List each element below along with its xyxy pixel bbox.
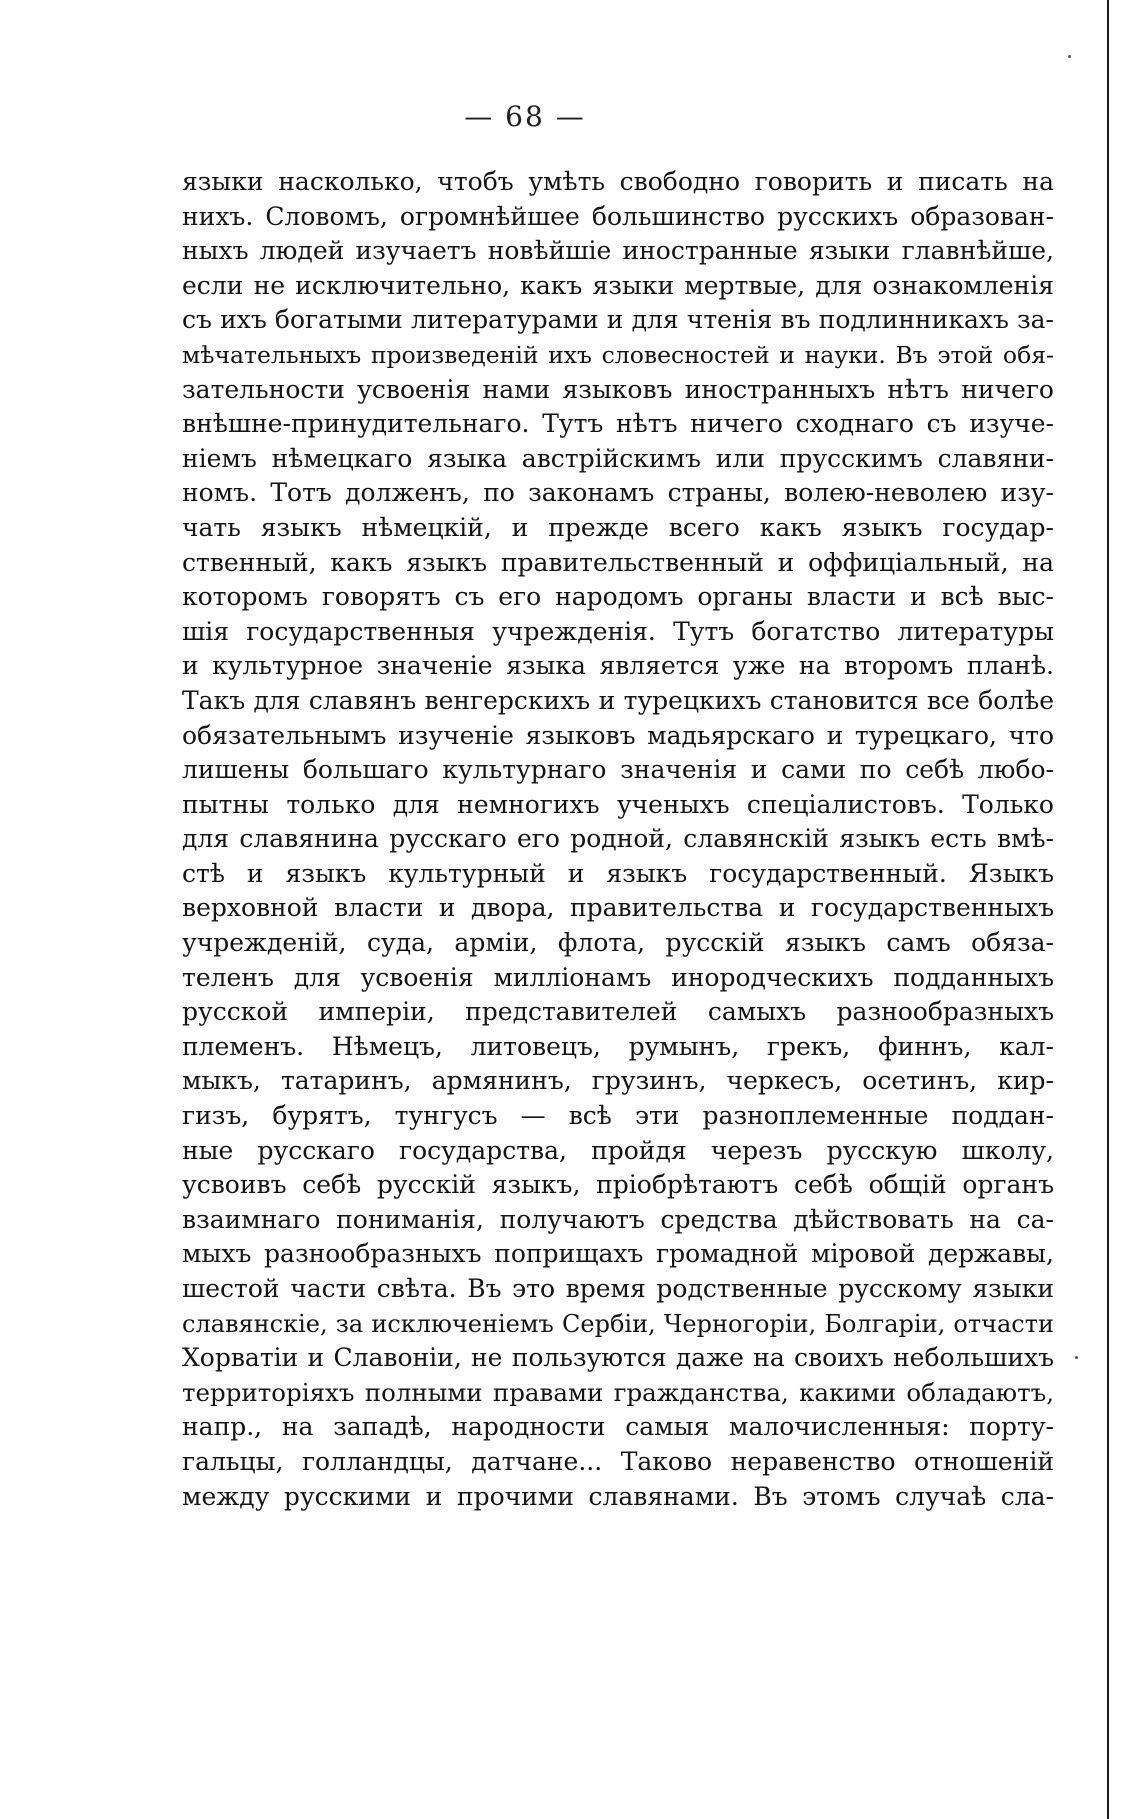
text-line: съ ихъ богатыми литературами и для чтенія въ подлинникахъ за- (182, 305, 1054, 335)
text-line: стѣ и языкъ культурный и языкъ государственный. Языкъ (182, 858, 1054, 888)
body-text (182, 165, 1054, 1514)
text-line: обязательнымъ изученіе языковъ мадьярскаго и турецкаго, что (182, 720, 1054, 750)
text-line: номъ. Тотъ долженъ, по законамъ страны, волею-неволею изу- (182, 478, 1054, 508)
text-line: если не исключительно, какъ языки мертвые, для ознакомленія (182, 270, 1054, 300)
text-line: территоріяхъ полными правами гражданства, какими обладаютъ, (182, 1377, 1054, 1407)
text-line: между русскими и прочими славянами. Въ этомъ случаѣ сла- (182, 1481, 1054, 1511)
text-line: нихъ. Словомъ, огромнѣйшее большинство русскихъ образован- (182, 201, 1054, 231)
page-edge-rule (1107, 0, 1109, 1819)
text-line: ственный, какъ языкъ правительственный и оффиціальный, на (182, 547, 1054, 577)
text-line: ніемъ нѣмецкаго языка австрійскимъ или прусскимъ славяни- (182, 443, 1054, 473)
text-line: пытны только для немногихъ ученыхъ спеціалистовъ. Только (182, 789, 1054, 819)
text-line: шестой части свѣта. Въ это время родственные русскому языки (182, 1274, 1054, 1303)
text-line: взаимнаго пониманія, получаютъ средства дѣйствовать на са- (182, 1204, 1054, 1234)
text-line: и культурное значеніе языка является уже на второмъ планѣ. (182, 651, 1054, 681)
text-line: русской имперіи, представителей самыхъ разнообразныхъ (182, 997, 1054, 1027)
scan-speck (1068, 55, 1071, 58)
text-line: для славянина русскаго его родной, славянскій языкъ есть вмѣ- (182, 824, 1054, 854)
text-line: гальцы, голландцы, датчане... Таково неравенство отношеній (182, 1446, 1054, 1476)
text-line: мѣчательныхъ произведеній ихъ словесностей и науки. Въ этой обя- (182, 340, 1054, 369)
text-line: учрежденій, суда, арміи, флота, русскій языкъ самъ обяза- (182, 928, 1054, 958)
text-line: Хорватіи и Славоніи, не пользуются даже на своихъ небольшихъ (182, 1343, 1054, 1373)
text-line: племенъ. Нѣмецъ, литовецъ, румынъ, грекъ, финнъ, кал- (182, 1031, 1054, 1061)
scan-speck (1075, 1356, 1078, 1359)
text-line: гизъ, бурятъ, тунгусъ — всѣ эти разноплеменные поддан- (182, 1101, 1054, 1131)
text-line: шія государственныя учрежденія. Тутъ богатство литературы (182, 616, 1054, 646)
text-line: зательности усвоенія нами языковъ иностранныхъ нѣтъ ничего (182, 374, 1054, 404)
text-line: чать языкъ нѣмецкій, и прежде всего какъ языкъ государ- (182, 512, 1054, 542)
text-line: Такъ для славянъ венгерскихъ и турецкихъ становится все болѣе (182, 685, 1054, 715)
text-line: мыкъ, татаринъ, армянинъ, грузинъ, черкесъ, осетинъ, кир- (182, 1066, 1054, 1096)
text-line: языки насколько, чтобъ умѣть свободно говорить и писать на (182, 167, 1054, 196)
page-number: — 68 — (464, 100, 586, 133)
text-line: ныхъ людей изучаетъ новѣйшіе иностранные языки главнѣйше, (182, 236, 1054, 266)
text-line: лишены большаго культурнаго значенія и сами по себѣ любо- (182, 755, 1054, 785)
text-line: ные русскаго государства, пройдя черезъ русскую школу, (182, 1135, 1054, 1165)
text-line: напр., на западѣ, народности самыя малочисленныя: порту- (182, 1412, 1054, 1442)
text-line: верховной власти и двора, правительства и государственныхъ (182, 893, 1054, 923)
text-line: внѣшне-принудительнаго. Тутъ нѣтъ ничего сходнаго съ изуче- (182, 409, 1054, 439)
text-line: усвоивъ себѣ русскій языкъ, пріобрѣтаютъ себѣ общій органъ (182, 1170, 1054, 1200)
text-line: которомъ говорятъ съ его народомъ органы власти и всѣ выс- (182, 582, 1054, 612)
text-line: славянскіе, за исключеніемъ Сербіи, Черногоріи, Болгаріи, отчасти (182, 1309, 1054, 1338)
text-line: мыхъ разнообразныхъ поприщахъ громадной міровой державы, (182, 1239, 1054, 1269)
text-line: теленъ для усвоенія милліонамъ инородческихъ подданныхъ (182, 962, 1054, 992)
